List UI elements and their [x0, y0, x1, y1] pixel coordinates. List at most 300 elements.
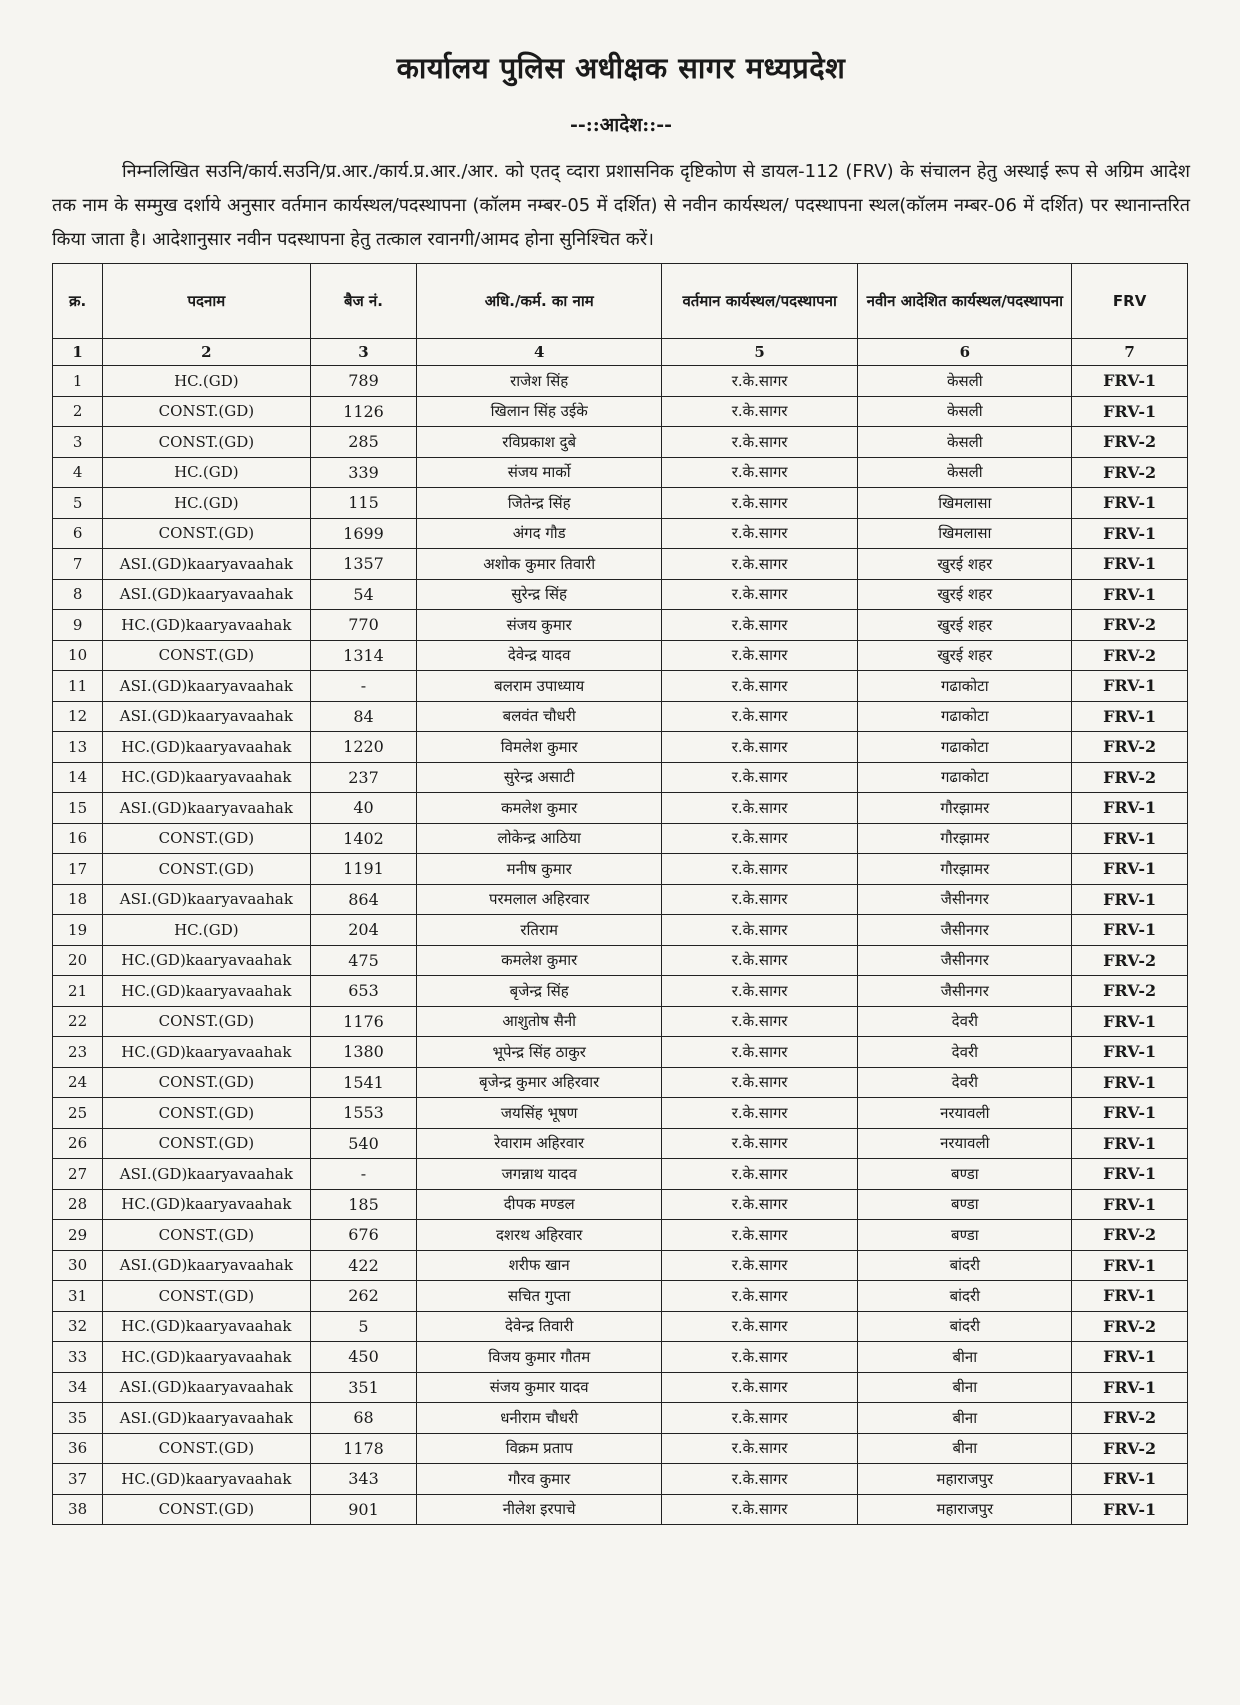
- table-row: [53, 793, 1188, 824]
- cell-badge-no: 1126: [310, 396, 417, 427]
- cell-designation: CONST.(GD): [103, 1433, 310, 1464]
- cell-designation: ASI.(GD)kaaryavaahak: [103, 701, 310, 732]
- cell-name: संजय कुमार यादव: [417, 1372, 661, 1403]
- cell-frv: FRV-1: [1072, 1494, 1188, 1525]
- cell-new-posting: बांदरी: [858, 1250, 1072, 1281]
- table-row: [53, 1098, 1188, 1129]
- cell-new-posting: जैसीनगर: [858, 915, 1072, 946]
- cell-designation: CONST.(GD): [103, 518, 310, 549]
- cell-current-posting: र.के.सागर: [661, 884, 857, 915]
- header-new-posting: नवीन आदेशित कार्यस्थल/पदस्थापना: [858, 264, 1072, 339]
- cell-designation: CONST.(GD): [103, 854, 310, 885]
- table-row: [53, 701, 1188, 732]
- cell-frv: FRV-1: [1072, 854, 1188, 885]
- cell-serial: 12: [53, 701, 103, 732]
- cell-serial: 25: [53, 1098, 103, 1129]
- cell-serial: 6: [53, 518, 103, 549]
- cell-name: रविप्रकाश दुबे: [417, 427, 661, 458]
- cell-badge-no: 1380: [310, 1037, 417, 1068]
- cell-badge-no: 237: [310, 762, 417, 793]
- cell-badge-no: 54: [310, 579, 417, 610]
- cell-frv: FRV-1: [1072, 701, 1188, 732]
- cell-current-posting: र.के.सागर: [661, 1189, 857, 1220]
- cell-frv: FRV-1: [1072, 1250, 1188, 1281]
- column-number: 6: [858, 339, 1072, 366]
- cell-badge-no: 5: [310, 1311, 417, 1342]
- table-row: [53, 945, 1188, 976]
- cell-serial: 32: [53, 1311, 103, 1342]
- cell-current-posting: र.के.सागर: [661, 976, 857, 1007]
- cell-badge-no: -: [310, 671, 417, 702]
- cell-designation: CONST.(GD): [103, 1006, 310, 1037]
- table-row: [53, 823, 1188, 854]
- cell-designation: ASI.(GD)kaaryavaahak: [103, 793, 310, 824]
- cell-badge-no: 1357: [310, 549, 417, 580]
- cell-new-posting: देवरी: [858, 1006, 1072, 1037]
- cell-serial: 3: [53, 427, 103, 458]
- cell-frv: FRV-1: [1072, 1342, 1188, 1373]
- cell-name: जितेन्द्र सिंह: [417, 488, 661, 519]
- cell-designation: HC.(GD): [103, 915, 310, 946]
- cell-new-posting: खुरई शहर: [858, 640, 1072, 671]
- cell-name: नीलेश इरपाचे: [417, 1494, 661, 1525]
- column-number: 3: [310, 339, 417, 366]
- cell-designation: HC.(GD)kaaryavaahak: [103, 762, 310, 793]
- cell-designation: HC.(GD)kaaryavaahak: [103, 1037, 310, 1068]
- cell-current-posting: र.के.सागर: [661, 1037, 857, 1068]
- cell-frv: FRV-2: [1072, 640, 1188, 671]
- cell-current-posting: र.के.सागर: [661, 671, 857, 702]
- cell-badge-no: 450: [310, 1342, 417, 1373]
- cell-serial: 19: [53, 915, 103, 946]
- table-row: [53, 427, 1188, 458]
- cell-badge-no: 770: [310, 610, 417, 641]
- cell-current-posting: र.के.सागर: [661, 1372, 857, 1403]
- cell-serial: 11: [53, 671, 103, 702]
- column-number: 2: [103, 339, 310, 366]
- cell-name: विक्रम प्रताप: [417, 1433, 661, 1464]
- cell-frv: FRV-1: [1072, 1128, 1188, 1159]
- cell-current-posting: र.के.सागर: [661, 579, 857, 610]
- cell-current-posting: र.के.सागर: [661, 732, 857, 763]
- cell-new-posting: महाराजपुर: [858, 1494, 1072, 1525]
- cell-badge-no: 422: [310, 1250, 417, 1281]
- cell-frv: FRV-2: [1072, 1311, 1188, 1342]
- cell-designation: ASI.(GD)kaaryavaahak: [103, 1159, 310, 1190]
- cell-new-posting: बीना: [858, 1403, 1072, 1434]
- cell-frv: FRV-1: [1072, 915, 1188, 946]
- table-row: [53, 396, 1188, 427]
- cell-frv: FRV-1: [1072, 549, 1188, 580]
- table-header-row: [53, 264, 1188, 339]
- table-row: [53, 1311, 1188, 1342]
- cell-new-posting: नरयावली: [858, 1128, 1072, 1159]
- cell-badge-no: 115: [310, 488, 417, 519]
- cell-frv: FRV-2: [1072, 610, 1188, 641]
- table-row: [53, 640, 1188, 671]
- cell-new-posting: केसली: [858, 366, 1072, 397]
- cell-new-posting: नरयावली: [858, 1098, 1072, 1129]
- cell-new-posting: गढाकोटा: [858, 762, 1072, 793]
- cell-current-posting: र.के.सागर: [661, 1342, 857, 1373]
- cell-serial: 2: [53, 396, 103, 427]
- cell-serial: 31: [53, 1281, 103, 1312]
- cell-serial: 22: [53, 1006, 103, 1037]
- cell-name: रतिराम: [417, 915, 661, 946]
- cell-current-posting: र.के.सागर: [661, 1250, 857, 1281]
- table-row: [53, 1037, 1188, 1068]
- cell-current-posting: र.के.सागर: [661, 915, 857, 946]
- cell-frv: FRV-1: [1072, 488, 1188, 519]
- cell-name: रेवाराम अहिरवार: [417, 1128, 661, 1159]
- column-number: 1: [53, 339, 103, 366]
- cell-badge-no: 676: [310, 1220, 417, 1251]
- cell-name: अंगद गौड: [417, 518, 661, 549]
- cell-designation: HC.(GD)kaaryavaahak: [103, 610, 310, 641]
- cell-badge-no: 1314: [310, 640, 417, 671]
- cell-new-posting: बण्डा: [858, 1220, 1072, 1251]
- cell-frv: FRV-1: [1072, 1159, 1188, 1190]
- cell-new-posting: केसली: [858, 396, 1072, 427]
- table-row: [53, 1342, 1188, 1373]
- cell-current-posting: र.के.सागर: [661, 518, 857, 549]
- cell-badge-no: 653: [310, 976, 417, 1007]
- cell-current-posting: र.के.सागर: [661, 1098, 857, 1129]
- cell-serial: 30: [53, 1250, 103, 1281]
- cell-new-posting: बीना: [858, 1342, 1072, 1373]
- cell-frv: FRV-1: [1072, 671, 1188, 702]
- cell-serial: 7: [53, 549, 103, 580]
- table-row: [53, 1067, 1188, 1098]
- cell-designation: CONST.(GD): [103, 1067, 310, 1098]
- cell-new-posting: खिमलासा: [858, 488, 1072, 519]
- cell-frv: FRV-1: [1072, 1464, 1188, 1495]
- cell-frv: FRV-1: [1072, 1372, 1188, 1403]
- cell-designation: ASI.(GD)kaaryavaahak: [103, 1250, 310, 1281]
- cell-new-posting: केसली: [858, 457, 1072, 488]
- cell-frv: FRV-2: [1072, 762, 1188, 793]
- cell-serial: 16: [53, 823, 103, 854]
- cell-name: विमलेश कुमार: [417, 732, 661, 763]
- cell-badge-no: 864: [310, 884, 417, 915]
- cell-current-posting: र.के.सागर: [661, 945, 857, 976]
- cell-new-posting: खुरई शहर: [858, 610, 1072, 641]
- cell-current-posting: र.के.सागर: [661, 488, 857, 519]
- cell-name: धनीराम चौधरी: [417, 1403, 661, 1434]
- cell-frv: FRV-1: [1072, 1006, 1188, 1037]
- cell-name: गौरव कुमार: [417, 1464, 661, 1495]
- table-row: [53, 1464, 1188, 1495]
- cell-badge-no: 262: [310, 1281, 417, 1312]
- cell-current-posting: र.के.सागर: [661, 640, 857, 671]
- cell-serial: 38: [53, 1494, 103, 1525]
- table-row: [53, 1128, 1188, 1159]
- cell-serial: 15: [53, 793, 103, 824]
- cell-designation: CONST.(GD): [103, 1128, 310, 1159]
- cell-badge-no: 475: [310, 945, 417, 976]
- cell-designation: CONST.(GD): [103, 1220, 310, 1251]
- cell-badge-no: 204: [310, 915, 417, 946]
- table-row: [53, 671, 1188, 702]
- cell-designation: HC.(GD): [103, 457, 310, 488]
- cell-serial: 36: [53, 1433, 103, 1464]
- cell-frv: FRV-1: [1072, 1098, 1188, 1129]
- cell-serial: 26: [53, 1128, 103, 1159]
- cell-current-posting: र.के.सागर: [661, 427, 857, 458]
- cell-name: मनीष कुमार: [417, 854, 661, 885]
- order-paragraph: निम्नलिखित सउनि/कार्य.सउनि/प्र.आर./कार्य.प्र.आर./आर. को एतद् व्दारा प्रशासनिक दृष्टिकोण से डायल-112 (FRV) के संचालन हेतु अस्थाई रूप से अग्रिम आदेश तक नाम के सम्मुख दर्शाये अनुसार वर्तमान कार्यस्थल/पदस्थापना (कॉलम नम्बर-05 में दर्शित) से नवीन कार्यस्थल/ पदस्थापना स्थल(कॉलम नम्बर-06 में दर्शित) पर स्थानान्तरित किया जाता है। आदेशानुसार नवीन पदस्थापना हेतु तत्काल रवानगी/आमद होना सुनिश्चित करें।: [52, 161, 1190, 250]
- cell-badge-no: 901: [310, 1494, 417, 1525]
- cell-frv: FRV-2: [1072, 976, 1188, 1007]
- cell-designation: ASI.(GD)kaaryavaahak: [103, 884, 310, 915]
- table-row: [53, 579, 1188, 610]
- cell-frv: FRV-1: [1072, 579, 1188, 610]
- cell-new-posting: गौरझामर: [858, 854, 1072, 885]
- cell-badge-no: 68: [310, 1403, 417, 1434]
- cell-designation: HC.(GD)kaaryavaahak: [103, 945, 310, 976]
- cell-badge-no: 84: [310, 701, 417, 732]
- table-row: [53, 1220, 1188, 1251]
- cell-designation: CONST.(GD): [103, 640, 310, 671]
- cell-serial: 35: [53, 1403, 103, 1434]
- cell-new-posting: गढाकोटा: [858, 671, 1072, 702]
- cell-badge-no: 1176: [310, 1006, 417, 1037]
- cell-name: कमलेश कुमार: [417, 945, 661, 976]
- table-row: [53, 1494, 1188, 1525]
- cell-current-posting: र.के.सागर: [661, 1433, 857, 1464]
- table-body: [53, 366, 1188, 1525]
- header-name: अधि./कर्म. का नाम: [417, 264, 661, 339]
- cell-frv: FRV-2: [1072, 945, 1188, 976]
- cell-designation: ASI.(GD)kaaryavaahak: [103, 671, 310, 702]
- cell-current-posting: र.के.सागर: [661, 1281, 857, 1312]
- cell-frv: FRV-1: [1072, 518, 1188, 549]
- cell-new-posting: बण्डा: [858, 1189, 1072, 1220]
- cell-badge-no: 1220: [310, 732, 417, 763]
- table-row: [53, 1281, 1188, 1312]
- cell-name: देवेन्द्र यादव: [417, 640, 661, 671]
- cell-serial: 29: [53, 1220, 103, 1251]
- cell-name: जयसिंह भूषण: [417, 1098, 661, 1129]
- cell-name: बलवंत चौधरी: [417, 701, 661, 732]
- cell-current-posting: र.के.सागर: [661, 701, 857, 732]
- cell-name: दीपक मण्डल: [417, 1189, 661, 1220]
- cell-current-posting: र.के.सागर: [661, 457, 857, 488]
- cell-name: सुरेन्द्र असाटी: [417, 762, 661, 793]
- table-row: [53, 1433, 1188, 1464]
- cell-name: संजय मार्को: [417, 457, 661, 488]
- cell-frv: FRV-1: [1072, 823, 1188, 854]
- cell-frv: FRV-2: [1072, 732, 1188, 763]
- cell-name: देवेन्द्र तिवारी: [417, 1311, 661, 1342]
- cell-current-posting: र.के.सागर: [661, 793, 857, 824]
- cell-badge-no: 1553: [310, 1098, 417, 1129]
- table-row: [53, 732, 1188, 763]
- table-row: [53, 854, 1188, 885]
- cell-frv: FRV-1: [1072, 1281, 1188, 1312]
- table-row: [53, 1006, 1188, 1037]
- cell-designation: HC.(GD)kaaryavaahak: [103, 1464, 310, 1495]
- cell-frv: FRV-1: [1072, 1189, 1188, 1220]
- cell-designation: HC.(GD): [103, 488, 310, 519]
- cell-frv: FRV-1: [1072, 366, 1188, 397]
- cell-serial: 13: [53, 732, 103, 763]
- table-row: [53, 549, 1188, 580]
- cell-badge-no: 1402: [310, 823, 417, 854]
- cell-badge-no: 789: [310, 366, 417, 397]
- cell-name: संजय कुमार: [417, 610, 661, 641]
- cell-new-posting: बण्डा: [858, 1159, 1072, 1190]
- cell-serial: 21: [53, 976, 103, 1007]
- cell-designation: HC.(GD)kaaryavaahak: [103, 976, 310, 1007]
- cell-badge-no: 343: [310, 1464, 417, 1495]
- cell-designation: ASI.(GD)kaaryavaahak: [103, 549, 310, 580]
- cell-frv: FRV-2: [1072, 1433, 1188, 1464]
- cell-current-posting: र.के.सागर: [661, 1159, 857, 1190]
- cell-name: लोकेन्द्र आठिया: [417, 823, 661, 854]
- cell-serial: 28: [53, 1189, 103, 1220]
- cell-new-posting: बीना: [858, 1372, 1072, 1403]
- cell-name: जगन्नाथ यादव: [417, 1159, 661, 1190]
- cell-name: शरीफ खान: [417, 1250, 661, 1281]
- cell-badge-no: 1541: [310, 1067, 417, 1098]
- cell-frv: FRV-1: [1072, 1067, 1188, 1098]
- cell-serial: 24: [53, 1067, 103, 1098]
- cell-serial: 23: [53, 1037, 103, 1068]
- cell-new-posting: देवरी: [858, 1067, 1072, 1098]
- cell-serial: 4: [53, 457, 103, 488]
- cell-current-posting: र.के.सागर: [661, 396, 857, 427]
- cell-frv: FRV-1: [1072, 793, 1188, 824]
- cell-new-posting: गढाकोटा: [858, 701, 1072, 732]
- cell-frv: FRV-1: [1072, 1037, 1188, 1068]
- cell-new-posting: खुरई शहर: [858, 579, 1072, 610]
- header-badge-no: बैज नं.: [310, 264, 417, 339]
- cell-new-posting: जैसीनगर: [858, 945, 1072, 976]
- cell-new-posting: गढाकोटा: [858, 732, 1072, 763]
- cell-badge-no: 1699: [310, 518, 417, 549]
- cell-current-posting: र.के.सागर: [661, 366, 857, 397]
- cell-badge-no: 540: [310, 1128, 417, 1159]
- table-row: [53, 1403, 1188, 1434]
- cell-badge-no: 339: [310, 457, 417, 488]
- table-row: [53, 1159, 1188, 1190]
- cell-frv: FRV-2: [1072, 427, 1188, 458]
- table-row: [53, 884, 1188, 915]
- table-row: [53, 366, 1188, 397]
- cell-designation: HC.(GD)kaaryavaahak: [103, 1342, 310, 1373]
- column-number: 4: [417, 339, 661, 366]
- cell-frv: FRV-2: [1072, 1220, 1188, 1251]
- table-row: [53, 518, 1188, 549]
- cell-new-posting: देवरी: [858, 1037, 1072, 1068]
- cell-badge-no: 185: [310, 1189, 417, 1220]
- cell-new-posting: महाराजपुर: [858, 1464, 1072, 1495]
- cell-name: विजय कुमार गौतम: [417, 1342, 661, 1373]
- cell-designation: HC.(GD)kaaryavaahak: [103, 732, 310, 763]
- table-row: [53, 915, 1188, 946]
- column-number-row: [53, 339, 1188, 366]
- cell-name: सचित गुप्ता: [417, 1281, 661, 1312]
- table-row: [53, 762, 1188, 793]
- cell-name: सुरेन्द्र सिंह: [417, 579, 661, 610]
- cell-current-posting: र.के.सागर: [661, 1403, 857, 1434]
- cell-new-posting: गौरझामर: [858, 793, 1072, 824]
- table-row: [53, 1250, 1188, 1281]
- order-heading: --::आदेश::--: [569, 114, 673, 136]
- cell-badge-no: 1191: [310, 854, 417, 885]
- cell-current-posting: र.के.सागर: [661, 1220, 857, 1251]
- table-row: [53, 1189, 1188, 1220]
- cell-new-posting: बीना: [858, 1433, 1072, 1464]
- cell-designation: CONST.(GD): [103, 1098, 310, 1129]
- cell-designation: CONST.(GD): [103, 427, 310, 458]
- cell-current-posting: र.के.सागर: [661, 610, 857, 641]
- cell-frv: FRV-2: [1072, 457, 1188, 488]
- table-row: [53, 488, 1188, 519]
- cell-badge-no: 40: [310, 793, 417, 824]
- cell-serial: 9: [53, 610, 103, 641]
- cell-new-posting: बांदरी: [858, 1311, 1072, 1342]
- header-current-posting: वर्तमान कार्यस्थल/पदस्थापना: [661, 264, 857, 339]
- cell-designation: CONST.(GD): [103, 396, 310, 427]
- cell-serial: 20: [53, 945, 103, 976]
- cell-badge-no: 285: [310, 427, 417, 458]
- cell-name: परमलाल अहिरवार: [417, 884, 661, 915]
- office-title: कार्यालय पुलिस अधीक्षक सागर मध्यप्रदेश: [396, 51, 846, 85]
- cell-serial: 10: [53, 640, 103, 671]
- cell-designation: HC.(GD)kaaryavaahak: [103, 1311, 310, 1342]
- cell-current-posting: र.के.सागर: [661, 854, 857, 885]
- cell-serial: 18: [53, 884, 103, 915]
- cell-current-posting: र.के.सागर: [661, 1067, 857, 1098]
- cell-name: खिलान सिंह उईके: [417, 396, 661, 427]
- cell-current-posting: र.के.सागर: [661, 1311, 857, 1342]
- cell-current-posting: र.के.सागर: [661, 1494, 857, 1525]
- cell-serial: 1: [53, 366, 103, 397]
- cell-name: बृजेन्द्र सिंह: [417, 976, 661, 1007]
- cell-name: भूपेन्द्र सिंह ठाकुर: [417, 1037, 661, 1068]
- cell-designation: ASI.(GD)kaaryavaahak: [103, 1372, 310, 1403]
- table-row: [53, 1372, 1188, 1403]
- column-number: 5: [661, 339, 857, 366]
- table-row: [53, 976, 1188, 1007]
- cell-new-posting: जैसीनगर: [858, 976, 1072, 1007]
- cell-name: अशोक कुमार तिवारी: [417, 549, 661, 580]
- cell-serial: 17: [53, 854, 103, 885]
- cell-designation: ASI.(GD)kaaryavaahak: [103, 1403, 310, 1434]
- cell-serial: 34: [53, 1372, 103, 1403]
- cell-current-posting: र.के.सागर: [661, 549, 857, 580]
- cell-designation: CONST.(GD): [103, 823, 310, 854]
- cell-frv: FRV-1: [1072, 396, 1188, 427]
- cell-new-posting: खुरई शहर: [858, 549, 1072, 580]
- column-number: 7: [1072, 339, 1188, 366]
- cell-name: बलराम उपाध्याय: [417, 671, 661, 702]
- cell-name: दशरथ अहिरवार: [417, 1220, 661, 1251]
- cell-new-posting: केसली: [858, 427, 1072, 458]
- cell-serial: 5: [53, 488, 103, 519]
- cell-serial: 14: [53, 762, 103, 793]
- header-designation: पदनाम: [103, 264, 310, 339]
- cell-frv: FRV-1: [1072, 884, 1188, 915]
- cell-serial: 8: [53, 579, 103, 610]
- cell-designation: CONST.(GD): [103, 1494, 310, 1525]
- cell-badge-no: 1178: [310, 1433, 417, 1464]
- cell-name: कमलेश कुमार: [417, 793, 661, 824]
- cell-current-posting: र.के.सागर: [661, 1464, 857, 1495]
- cell-designation: HC.(GD)kaaryavaahak: [103, 1189, 310, 1220]
